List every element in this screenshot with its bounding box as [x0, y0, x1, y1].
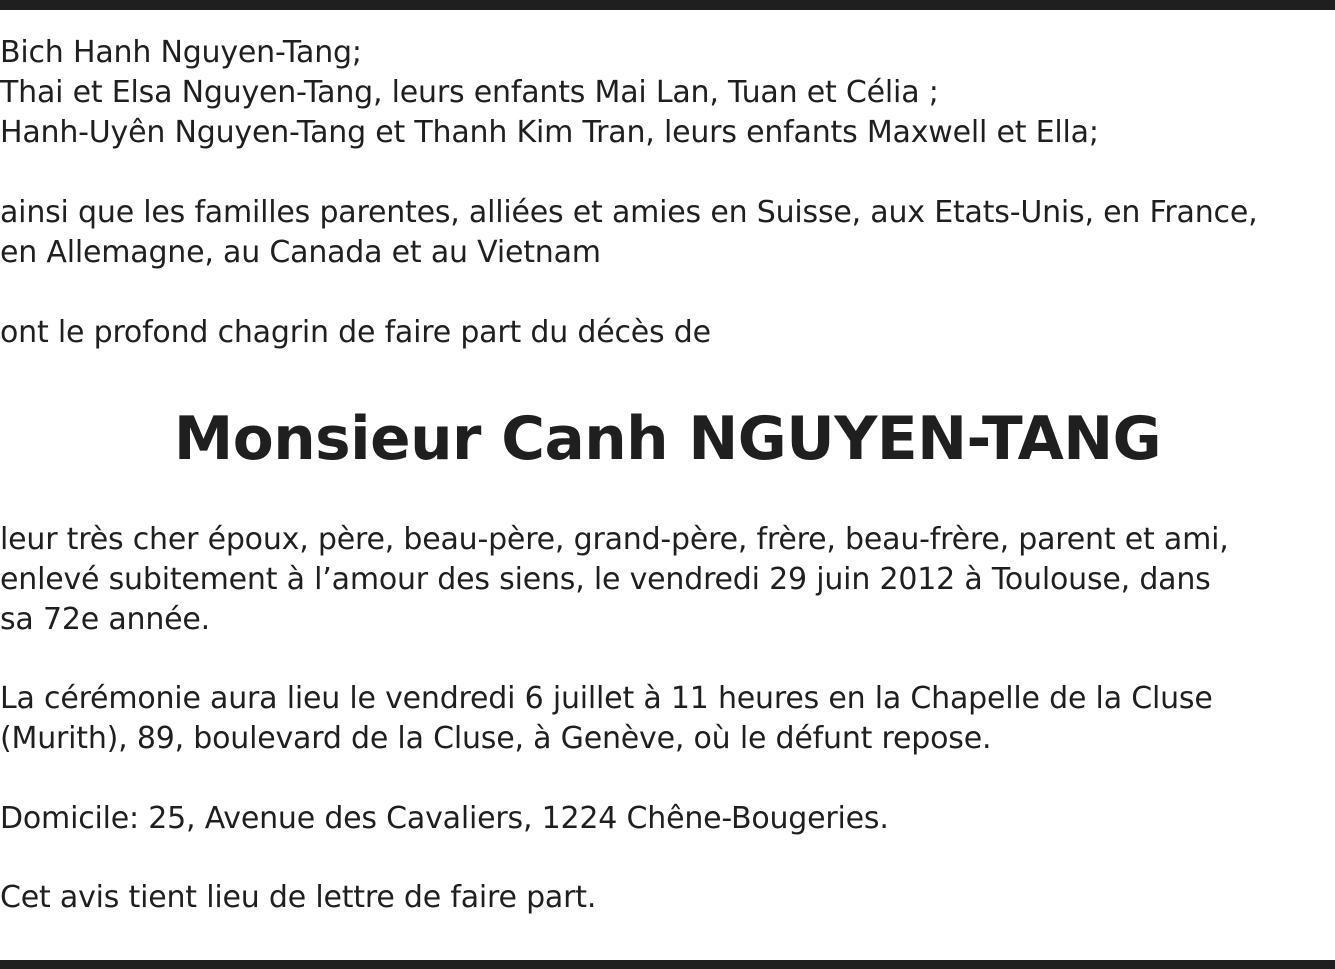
family-line-1: Bich Hanh Nguyen-Tang;	[0, 35, 362, 70]
ceremony-line-1: La cérémonie aura lieu le vendredi 6 juillet à 11 heures en la Chapelle de la Cluse	[0, 681, 1213, 716]
description-line-1: leur très cher époux, père, beau-père, grand-père, frère, beau-frère, parent et ami,	[0, 522, 1229, 557]
deceased-name-heading: Monsieur Canh NGUYEN-TANG	[173, 405, 1162, 474]
relatives-line-2: en Allemagne, au Canada et au Vietnam	[0, 235, 601, 270]
relatives-line-1: ainsi que les familles parentes, alliées et amies en Suisse, aux Etats-Unis, en France,	[0, 195, 1258, 230]
closing-text: Cet avis tient lieu de lettre de faire part.	[0, 880, 597, 915]
family-line-2: Thai et Elsa Nguyen-Tang, leurs enfants Mai Lan, Tuan et Célia ;	[0, 75, 939, 110]
bottom-border-rule	[0, 960, 1335, 969]
domicile-text: Domicile: 25, Avenue des Cavaliers, 1224 Chêne-Bougeries.	[0, 801, 889, 836]
ceremony-line-2: (Murith), 89, boulevard de la Cluse, à Genève, où le défunt repose.	[0, 721, 992, 756]
description-line-3: sa 72e année.	[0, 602, 210, 637]
top-border-rule	[0, 0, 1335, 10]
family-line-3: Hanh-Uyên Nguyen-Tang et Thanh Kim Tran, leurs enfants Maxwell et Ella;	[0, 115, 1099, 150]
announcement-text: ont le profond chagrin de faire part du décès de	[0, 315, 711, 350]
description-line-2: enlevé subitement à l’amour des siens, le vendredi 29 juin 2012 à Toulouse, dans	[0, 562, 1211, 597]
